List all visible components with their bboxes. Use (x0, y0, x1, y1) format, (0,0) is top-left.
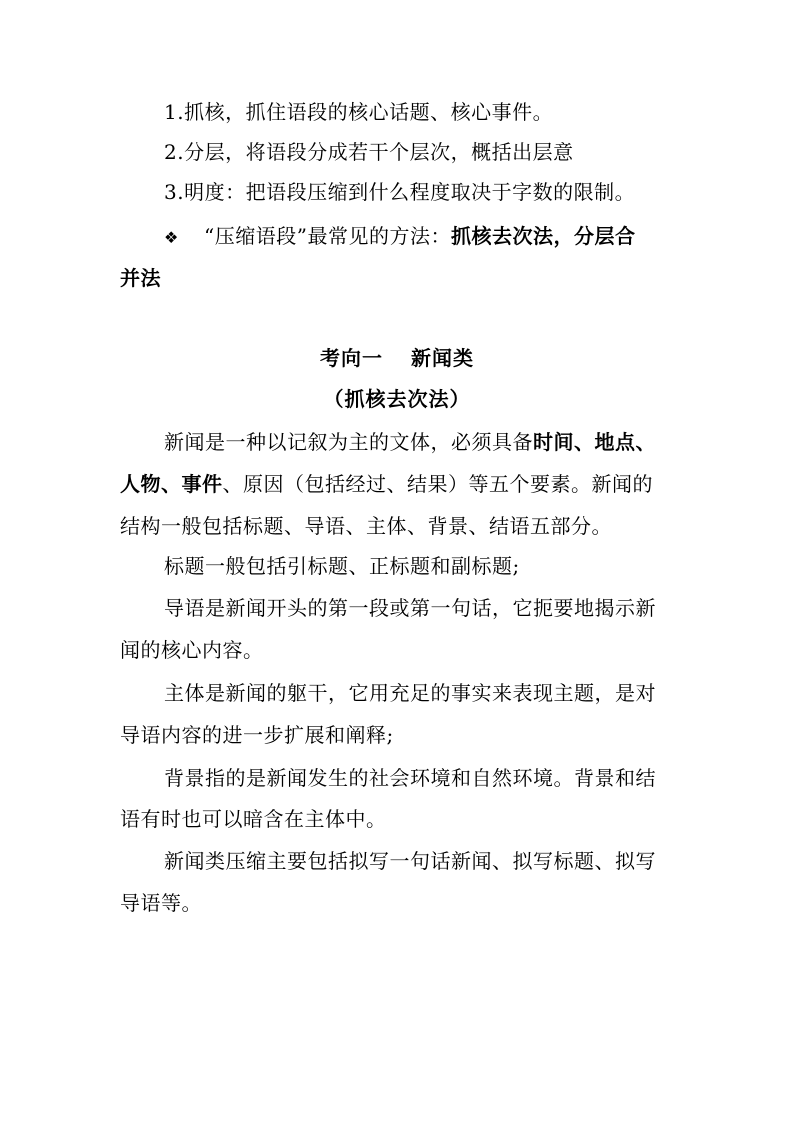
method-intro: “压缩语段”最常见的方法： (204, 224, 451, 248)
method-bold-1: 抓核去次法，分层合 (450, 224, 636, 248)
section-subtitle: （抓核去次法） (323, 387, 471, 411)
para1-l2-normal: 、原因（包括经过、结果）等五个要素。新闻的 (222, 472, 653, 496)
para5-line1: 背景指的是新闻发生的社会环境和自然环境。背景和结 (164, 766, 656, 790)
section-title (0, 343, 794, 373)
para3-line1: 导语是新闻开头的第一段或第一句话，它扼要地揭示新 (164, 596, 656, 620)
para6-line1: 新闻类压缩主要包括拟写一句话新闻、拟写标题、拟写 (164, 849, 656, 873)
para1-line3: 结构一般包括标题、导语、主体、背景、结语五部分。 (120, 514, 612, 538)
para3-line2: 闻的核心内容。 (120, 638, 264, 662)
para4-line1: 主体是新闻的躯干，它用充足的事实来表现主题，是对 (164, 681, 656, 705)
step-3: 3.明度：把语段压缩到什么程度取决于字数的限制。 (164, 180, 636, 204)
step-2: 2.分层，将语段分成若干个层次，概括出层意 (164, 140, 574, 164)
diamond-bullet-icon: ❖ (164, 228, 179, 247)
method-line (164, 221, 704, 253)
section-title-part2: 新闻类 (411, 346, 474, 370)
para1-line1 (164, 427, 704, 457)
para6-line2: 导语等。 (120, 891, 202, 915)
para4-line2: 导语内容的进一步扩展和阐释; (120, 723, 394, 747)
para1-l2-bold: 人物、事件 (120, 472, 223, 496)
step-1: 1.抓核，抓住语段的核心话题、核心事件。 (164, 100, 554, 124)
para1-l1-bold: 时间、地点、 (533, 430, 656, 454)
para1-l1-normal: 新闻是一种以记叙为主的文体，必须具备 (164, 430, 533, 454)
section-title-part1: 考向一 (320, 346, 383, 370)
method-bold-2: 并法 (120, 266, 161, 290)
para2-line1: 标题一般包括引标题、正标题和副标题; (164, 554, 520, 578)
para1-line2 (120, 469, 700, 499)
para5-line2: 语有时也可以暗含在主体中。 (120, 807, 387, 831)
